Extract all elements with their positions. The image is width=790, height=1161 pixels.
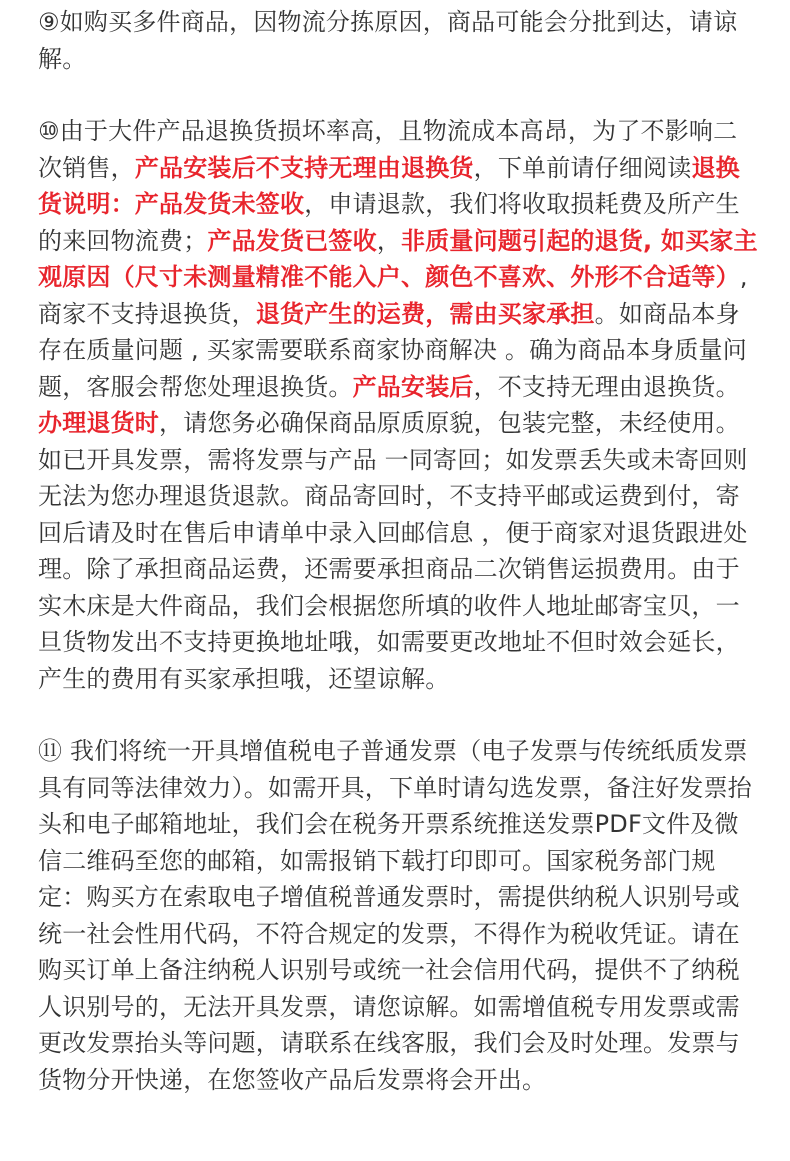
highlighted-text: 退换货说明：产品发货未签收 bbox=[38, 153, 740, 218]
body-text: ⑨如购买多件商品，因物流分拣原因，商品可能会分批到达，请谅解。 bbox=[38, 8, 738, 73]
highlighted-text: 产品安装后 bbox=[352, 372, 474, 401]
body-text: ⑪ 我们将统一开具增值税电子普通发票（电子发票与传统纸质发票具有同等法律效力）。如需开具，下单时请勾选发票，备注好发票抬头和电子邮箱地址，我们会在税务开票系统推送发票PDF文件及微信二维码至您的邮箱，如需报销下载打印即可。国家税务部门规定：购买方在索取电子增值税普通发票时，需提供纳税人识别号或统一社会性用代码，不符合规定的发票，不得作为税收凭证。请在购买订单上备注纳税人识别号或统一社会信用代码，提供不了纳税人识别号的，无法开具发票，请您谅解。如需增值税专用发票或需更改发票抬头等问题，请联系在线客服，我们会及时处理。发票与货物分开快递，在您签收产品后发票将会开出。 bbox=[38, 737, 752, 1094]
paragraph-delivery-note bbox=[38, 4, 758, 77]
body-text: ，请您务必确保商品原质原貌，包装完整，未经使用。如已开具发票，需将发票与产品 一同寄回；如发票丢失或未寄回则无法为您办理退货退款。商品寄回时，不支持平邮或运费到付，寄回后请及时在售后申请单中录入回邮信息 ，便于商家对退货跟进处理。除了承担商品运费，还需要承担商品二次销售运损费用。由于实木床是大件商品，我们会根据您所填的收件人地址邮寄宝贝，一旦货物发出不支持更换地址哦，如需要更改地址不但时效会延长，产生的费用有买家承担哦，还望谅解。 bbox=[38, 409, 748, 693]
body-text: ， bbox=[376, 226, 402, 255]
body-text: 。如商品本身存在质量问题 , 买家需要联系商家协商解决 。确为商品本身质量问题，客服会帮您处理退换货。 bbox=[38, 299, 747, 401]
highlighted-text: 产品安装后不支持无理由退换货 bbox=[134, 153, 474, 182]
highlighted-text: 非质量问题引起的退货, 如买家主观原因（尺寸未测量精准不能入户、颜色不喜欢、外形不合适等） bbox=[38, 226, 758, 291]
body-text: ，不支持无理由退换货。 bbox=[473, 372, 740, 401]
body-text: , 商家不支持退换货， bbox=[38, 263, 748, 328]
body-text: ⑩由于大件产品退换货损坏率高，且物流成本高昂，为了不影响二次销售， bbox=[38, 117, 738, 182]
highlighted-text: 退货产生的运费，需由买家承担 bbox=[255, 299, 595, 328]
paragraph-return-policy bbox=[38, 113, 758, 697]
paragraph-invoice-policy bbox=[38, 733, 758, 1098]
body-text: ，下单前请仔细阅读 bbox=[473, 153, 692, 182]
body-text: ，申请退款，我们将收取损耗费及所产生的来回物流费； bbox=[38, 190, 740, 255]
highlighted-text: 产品发货已签收 bbox=[207, 226, 377, 255]
highlighted-text: 办理退货时 bbox=[38, 409, 159, 437]
